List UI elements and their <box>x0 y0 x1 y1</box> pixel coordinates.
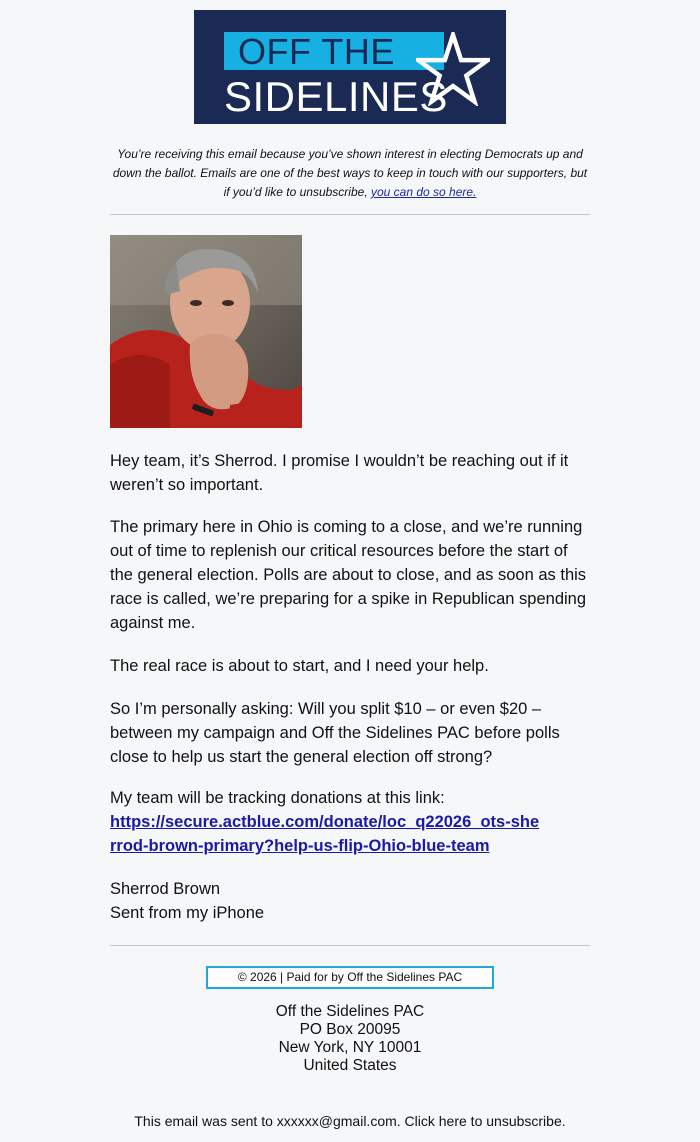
divider-top <box>110 214 590 215</box>
signature <box>110 877 590 925</box>
signature-sent-from: Sent from my iPhone <box>110 904 265 922</box>
address-line: United States <box>303 1057 397 1074</box>
paragraph-4-text: So I’m personally asking: Will you split $10 – or even $20 – between my campaign and Off the Sidelines PAC before polls close to help us start the general election off strong? <box>110 700 560 766</box>
signature-name: Sherrod Brown <box>110 880 221 898</box>
mailing-address <box>110 1003 590 1075</box>
unsubscribe-link[interactable]: you can do so here. <box>371 185 477 199</box>
paragraph-2 <box>110 515 590 635</box>
paragraph-1 <box>110 449 590 497</box>
sent-to-notice[interactable] <box>60 1112 640 1130</box>
star-icon <box>416 32 490 106</box>
address-line: New York, NY 10001 <box>278 1039 422 1056</box>
donation-link[interactable]: https://secure.actblue.com/donate/loc_q22026_ots-sherrod-brown-primary?help-us-flip-Ohio-blue-team <box>110 813 540 855</box>
paragraph-5 <box>110 786 590 858</box>
paid-for-box <box>206 966 494 989</box>
logo-line-1: OFF THE <box>238 31 395 72</box>
sent-to-text[interactable]: This email was sent to xxxxxx@gmail.com. Click here to unsubscribe. <box>134 1113 566 1129</box>
paragraph-5-text: My team will be tracking donations at this link: <box>110 789 445 807</box>
logo-line-2: SIDELINES <box>224 73 448 120</box>
notice-text: You’re receiving this email because you’ve shown interest in electing Democrats up and down the ballot. Emails are one of the best ways to keep in touch with our supporters, but if you’d like to unsubscribe, <box>112 147 588 199</box>
paragraph-4 <box>110 697 590 769</box>
subscription-notice <box>110 145 590 202</box>
paragraph-1-text: Hey team, it’s Sherrod. I promise I wouldn’t be reaching out if it weren’t so important. <box>110 452 569 494</box>
paragraph-3 <box>110 654 590 678</box>
address-line: PO Box 20095 <box>299 1021 401 1038</box>
portrait-image <box>110 235 302 428</box>
off-the-sidelines-logo[interactable] <box>194 10 506 124</box>
address-line: Off the Sidelines PAC <box>275 1003 425 1020</box>
paragraph-3-text: The real race is about to start, and I need your help. <box>110 657 489 675</box>
divider-bottom <box>110 945 590 946</box>
sherrod-brown-photo <box>110 235 302 428</box>
paid-for-text: © 2026 | Paid for by Off the Sidelines PAC <box>237 970 463 984</box>
paragraph-2-text: The primary here in Ohio is coming to a close, and we’re running out of time to replenish our critical resources before the start of the general election. Polls are about to close, and as soon as this race is called, we’re preparing for a spike in Republican spending against me. <box>110 518 587 632</box>
